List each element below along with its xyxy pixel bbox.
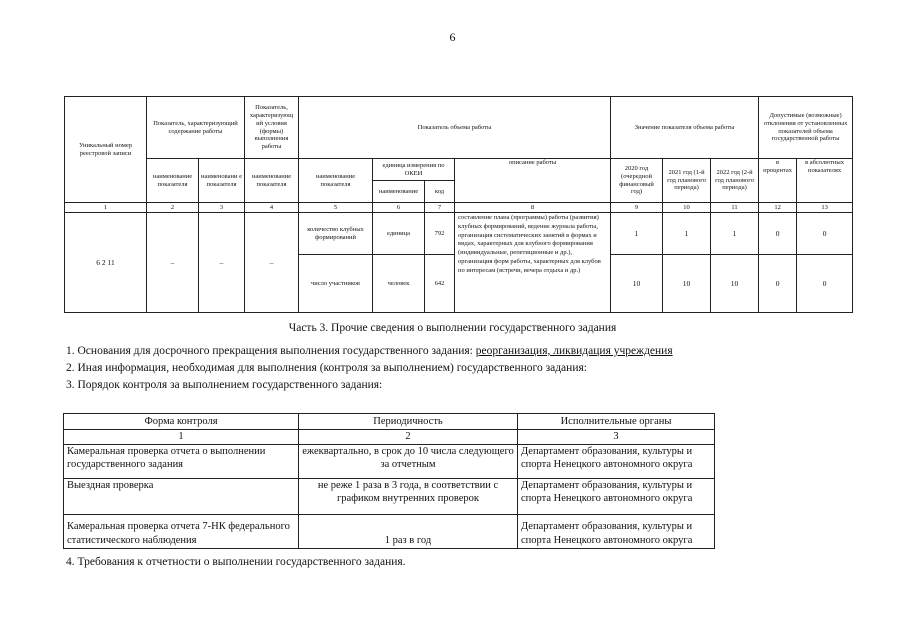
registry-number: 6 2 11	[65, 213, 147, 313]
table-row	[64, 478, 715, 514]
unit-name: единица	[373, 213, 425, 255]
hdr-unit-code: код	[425, 181, 455, 203]
table-row	[65, 213, 853, 255]
control-form: Камеральная проверка отчета о выполнении государственного задания	[64, 444, 299, 478]
value-2022: 1	[711, 213, 759, 255]
col-number: 10	[663, 203, 711, 213]
hdr-unit-okei: единица измерения по ОКЕИ	[373, 159, 455, 181]
control-form: Выездная проверка	[64, 478, 299, 514]
hdr-periodicity: Периодичность	[299, 414, 518, 430]
item-4: 4. Требования к отчетности о выполнении государственного задания.	[66, 556, 406, 568]
table-row	[64, 514, 715, 548]
hdr-volume-value: Значение показателя объема работы	[611, 97, 759, 159]
unit-code: 642	[425, 255, 455, 313]
executive-body: Департамент образования, культуры и спорта Ненецкого автономного округа	[518, 444, 715, 478]
executive-body: Департамент образования, культуры и спорта Ненецкого автономного округа	[518, 478, 715, 514]
periodicity: ежеквартально, в срок до 10 числа следующего за отчетным	[299, 444, 518, 478]
hdr-content-indicator: Показатель, характеризующий содержание работы	[147, 97, 245, 159]
hdr-registry: Уникальный номер реестровой записи	[65, 97, 147, 203]
col-number: 5	[299, 203, 373, 213]
hdr-year-2021: 2021 год (1-й год планового периода)	[663, 159, 711, 203]
hdr-deviations: Допустимые (возможные) отклонения от установленных показателей объема государственной работы	[759, 97, 853, 159]
col-number: 2	[299, 430, 518, 445]
value-2021: 1	[663, 213, 711, 255]
item-3: 3. Порядок контроля за выполнением государственного задания:	[66, 379, 383, 391]
control-table	[63, 413, 715, 549]
col-number: 2	[147, 203, 199, 213]
col-number: 6	[373, 203, 425, 213]
deviation-absolute: 0	[797, 255, 853, 313]
deviation-percent: 0	[759, 255, 797, 313]
hdr-volume-indicator: Показатель объема работы	[299, 97, 611, 159]
col-number: 12	[759, 203, 797, 213]
hdr-executive-bodies: Исполнительные органы	[518, 414, 715, 430]
col-number: 4	[245, 203, 299, 213]
item-1-label: 1. Основания для досрочного прекращения выполнения государственного задания:	[66, 345, 473, 357]
periodicity: 1 раз в год	[299, 514, 518, 548]
hdr-in-percent: в процентах	[759, 159, 797, 203]
periodicity: не реже 1 раза в 3 года, в соответствии с графиком внутренних проверок	[299, 478, 518, 514]
deviation-percent: 0	[759, 213, 797, 255]
col-number: 11	[711, 203, 759, 213]
dash-cell: –	[199, 213, 245, 313]
col-number: 3	[199, 203, 245, 213]
unit-name: человек	[373, 255, 425, 313]
hdr-name-ind-1: наименование показателя	[147, 159, 199, 203]
unit-code: 792	[425, 213, 455, 255]
column-number-row	[64, 430, 715, 445]
hdr-control-form: Форма контроля	[64, 414, 299, 430]
work-volume-table	[64, 96, 853, 313]
indicator-name: число участников	[299, 255, 373, 313]
item-1	[66, 345, 673, 357]
hdr-year-2020: 2020 год (очередной финансовый год)	[611, 159, 663, 203]
col-number: 13	[797, 203, 853, 213]
hdr-unit-name: наименование	[373, 181, 425, 203]
deviation-absolute: 0	[797, 213, 853, 255]
dash-cell: –	[245, 213, 299, 313]
hdr-conditions-indicator: Показатель, характеризующ ий условия (формы) выполнения работы	[245, 97, 299, 159]
part3-heading: Часть 3. Прочие сведения о выполнении государственного задания	[288, 322, 617, 334]
hdr-year-2022: 2022 год (2-й год планового периода)	[711, 159, 759, 203]
value-2022: 10	[711, 255, 759, 313]
page-number: 6	[449, 30, 456, 44]
hdr-name-ind-3: наименование показателя	[245, 159, 299, 203]
col-number: 7	[425, 203, 455, 213]
indicator-name: количество клубных формирований	[299, 213, 373, 255]
col-number: 1	[64, 430, 299, 445]
hdr-name-ind-4: наименование показателя	[299, 159, 373, 203]
value-2020: 10	[611, 255, 663, 313]
item-2: 2. Иная информация, необходимая для выполнения (контроля за выполнением) государственного задания:	[66, 362, 587, 374]
col-number: 8	[455, 203, 611, 213]
control-form: Камеральная проверка отчета 7-НК федерального статистического наблюдения	[64, 514, 299, 548]
dash-cell: –	[147, 213, 199, 313]
hdr-work-desc: описание работы	[455, 159, 611, 203]
item-1-value: реорганизация, ликвидация учреждения	[475, 345, 673, 357]
executive-body: Департамент образования, культуры и спорта Ненецкого автономного округа	[518, 514, 715, 548]
value-2021: 10	[663, 255, 711, 313]
value-2020: 1	[611, 213, 663, 255]
table-row	[64, 444, 715, 478]
col-number: 3	[518, 430, 715, 445]
hdr-name-ind-2: наименовани е показателя	[199, 159, 245, 203]
work-description: составление плана (программы) работы (развития) клубных формирований, ведение журнала работы, организация систематических занятий в формах и видах, характерных для клубного формирования (индивидуальные, репетиционные и др.), организация форм работы, характерных для клубов по интересам (встречи, вечера отдыха и др.)	[455, 213, 611, 313]
hdr-in-absolute: в абсолютных показателях	[797, 159, 853, 203]
column-number-row	[65, 203, 853, 213]
col-number: 1	[65, 203, 147, 213]
col-number: 9	[611, 203, 663, 213]
